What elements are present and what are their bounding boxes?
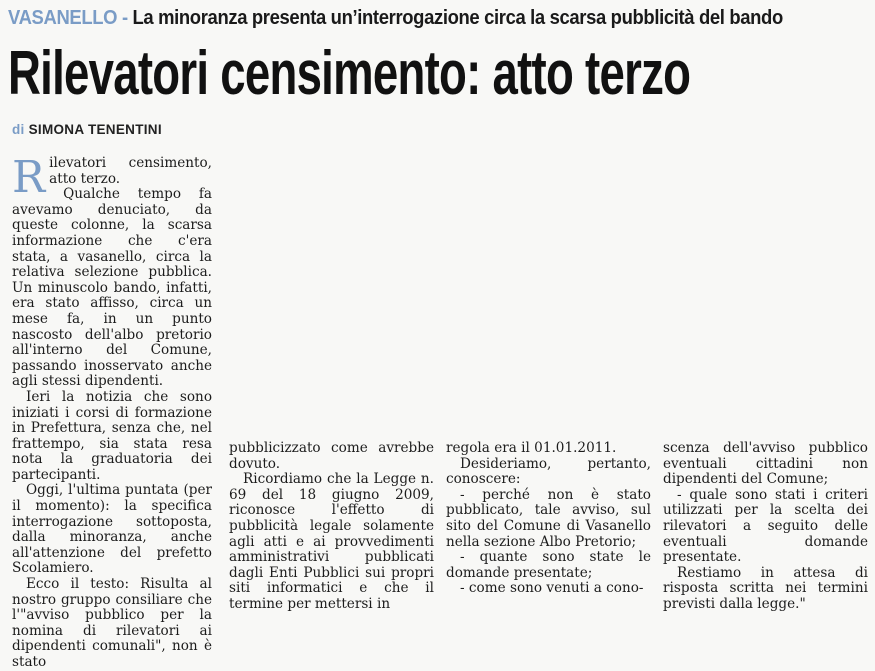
paragraph: pubblicizzato come avrebbe dovuto.	[229, 440, 434, 472]
kicker-location: VASANELLO	[8, 6, 118, 29]
headline: Rilevatori censimento: atto terzo	[8, 39, 691, 108]
byline-author: SIMONA TENENTINI	[28, 122, 162, 137]
article-column-3	[446, 441, 651, 606]
paragraph: Desideriamo, pertanto, conoscere:	[446, 455, 651, 488]
paragraph: ilevatori censimento, atto terzo.	[49, 155, 212, 187]
paragraph: - come sono venuti a cono-	[460, 580, 644, 597]
byline-prefix: di	[12, 122, 25, 137]
paragraph: regola era il 01.01.2011.	[446, 440, 617, 456]
byline	[12, 122, 162, 137]
article-column-4	[663, 440, 868, 612]
paragraph: Oggi, l'ultima puntata (per il momento): la specifica interrogazione sottoposta, dalla minoranza, anche all'attenzione del prefetto Scolamiero.	[12, 482, 212, 577]
paragraph: Ricordiamo che la Legge n. 69 del 18 giugno 2009, riconosce l'effetto di pubblicità legale solamente agli atti e ai provvedimenti amministrativi pubblicati dagli Enti Pubblici sui propri siti informatici e che il termine per mettersi in	[229, 471, 434, 612]
paragraph: - perché non è stato pubblicato, tale avviso, sul sito del Comune di Vasanello nella sezione Albo Pretorio;	[446, 486, 651, 550]
kicker	[8, 6, 784, 30]
kicker-subtitle: La minoranza presenta un’interrogazione circa la scarsa pubblicità del bando	[132, 6, 783, 29]
blank-area	[228, 150, 870, 435]
paragraph: scenza dell'avviso pubblico eventuali cittadini non dipendenti del Comune;	[663, 440, 868, 488]
paragraph: - quale sono stati i criteri utilizzati per la scelta dei rilevatori a seguito delle eventuali domande presentate.	[663, 486, 868, 566]
paragraph: Restiamo in attesa di risposta scritta nei termini previsti dalla legge."	[663, 564, 868, 612]
article-column-2	[229, 440, 434, 612]
kicker-separator: -	[117, 6, 133, 29]
paragraph: Ecco il testo: Risulta al nostro gruppo consiliare che l'"avviso pubblico per la nomina di rilevatori ai dipendenti comunali", non è stato	[12, 576, 212, 670]
paragraph: Qualche tempo fa avevamo denuciato, da queste colonne, la scarsa informazione che c'era stata, a vasanello, circa la relativa selezione pubblica. Un minuscolo bando, infatti, era stato affisso, circa un mese fa, in un punto nascosto dell'albo pretorio all'interno del Comune, passando inosservato anche agli stessi dipendenti.	[12, 186, 212, 390]
paragraph: - quante sono state le domande presentate;	[446, 549, 651, 581]
paragraph: Ieri la notizia che sono iniziati i corsi di formazione in Prefettura, senza che, nel frattempo, sia stata resa nota la graduatoria dei partecipanti.	[12, 388, 212, 483]
article-column-1	[12, 152, 212, 670]
drop-cap: R	[12, 152, 46, 203]
